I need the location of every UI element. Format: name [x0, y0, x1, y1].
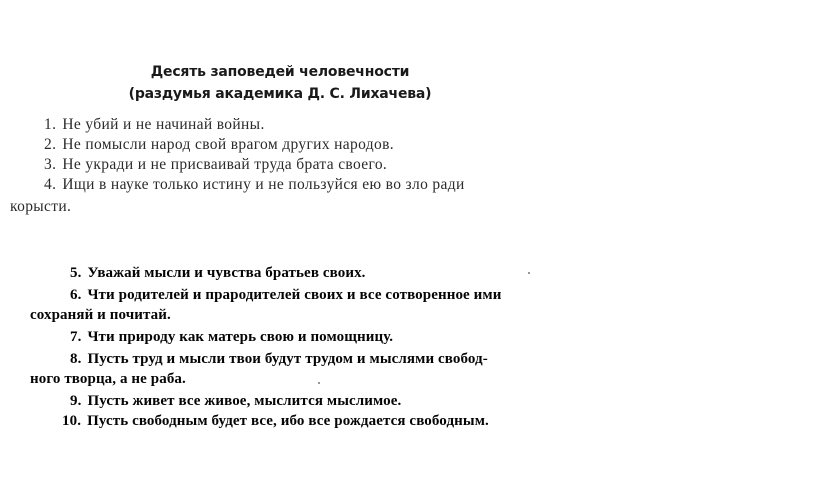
- item-text: Пусть свободным будет все, ибо все рождается свободным.: [87, 413, 489, 429]
- list-item-continuation: сохраняй и почитай.: [30, 307, 171, 323]
- item-text: Не укради и не присваивай труда брата своего.: [62, 156, 388, 173]
- item-number: 7.: [70, 329, 82, 345]
- item-text: Уважай мысли и чувства братьев своих.: [87, 265, 366, 281]
- item-text: Чти природу как матерь свою и помощницу.: [87, 329, 394, 345]
- list-item: [70, 328, 393, 346]
- item-text: Не убий и не начинай войны.: [62, 116, 265, 133]
- scan-speck: [318, 382, 320, 384]
- item-number: 3.: [44, 156, 57, 173]
- list-item: [70, 264, 366, 282]
- list-item: [70, 350, 488, 368]
- document-subtitle: (раздумья академика Д. С. Лихачева): [128, 86, 432, 102]
- scan-speck: [528, 272, 530, 274]
- list-item: [70, 392, 401, 410]
- item-text: Пусть живет все живое, мыслится мыслимое.: [87, 393, 402, 409]
- item-number: 9.: [70, 393, 82, 409]
- item-text: Ищи в науке только истину и не пользуйся ею во зло ради: [62, 176, 465, 193]
- list-item: [70, 286, 501, 304]
- item-number: 2.: [44, 136, 57, 153]
- list-item: [44, 116, 265, 134]
- list-item: [44, 176, 465, 194]
- item-number: 10.: [62, 413, 82, 429]
- item-text: Не помысли народ свой врагом других народов.: [62, 136, 395, 153]
- item-number: 8.: [70, 351, 82, 367]
- list-item: [44, 136, 394, 154]
- list-item-continuation: ного творца, а не раба.: [30, 371, 186, 387]
- list-item: [44, 156, 387, 174]
- item-number: 1.: [44, 116, 57, 133]
- item-text: Чти родителей и прародителей своих и все сотворенное ими: [87, 287, 502, 303]
- list-item-continuation: корысти.: [10, 198, 72, 215]
- document-title: Десять заповедей человечности: [150, 64, 410, 80]
- item-text: Пусть труд и мысли твои будут трудом и мыслями свобод-: [87, 351, 488, 367]
- item-number: 5.: [70, 265, 82, 281]
- list-item: [62, 412, 489, 430]
- item-number: 6.: [70, 287, 82, 303]
- item-number: 4.: [44, 176, 57, 193]
